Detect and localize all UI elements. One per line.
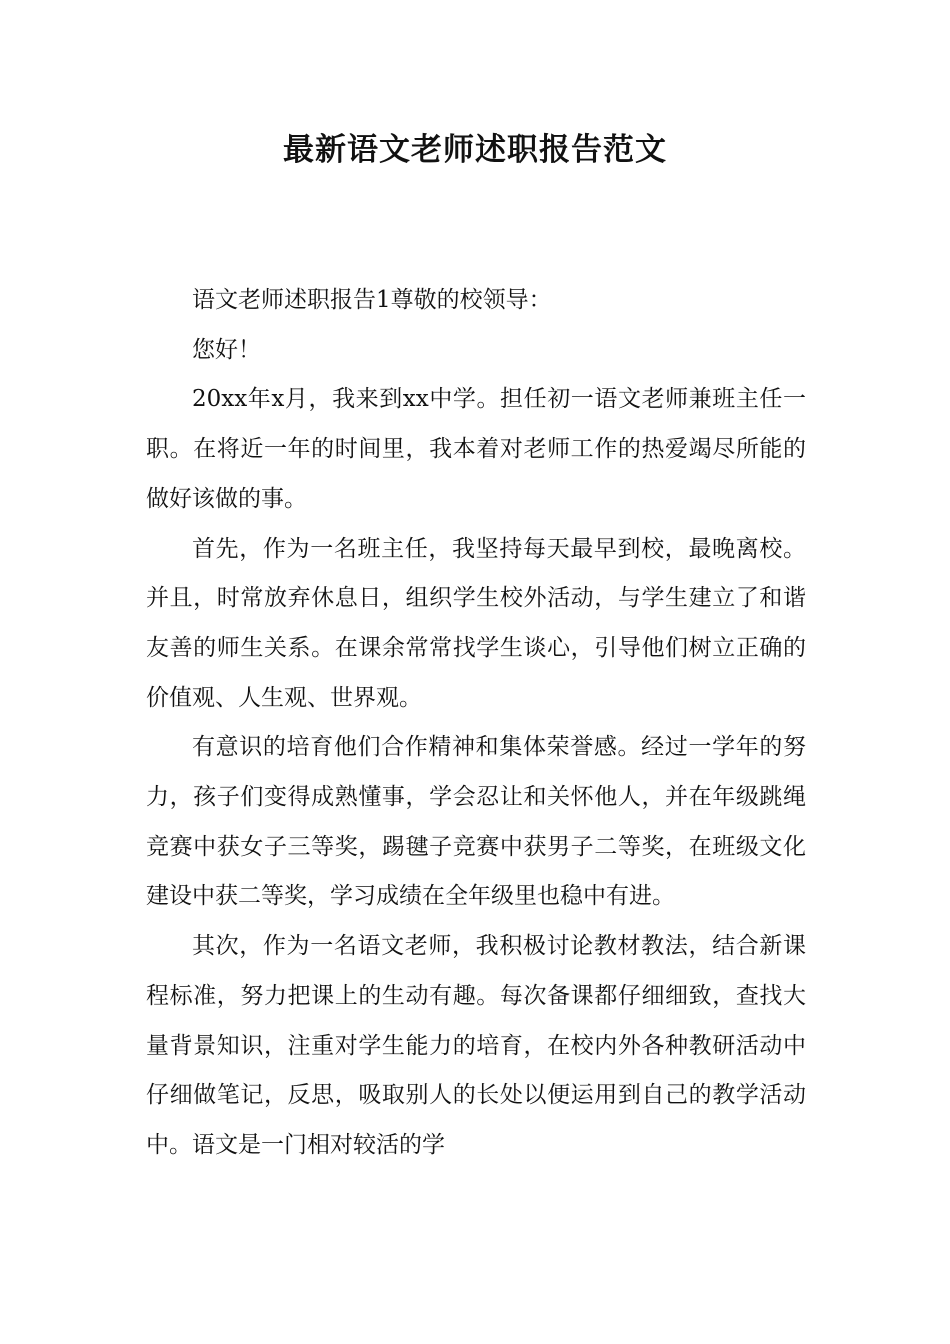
document-title: 最新语文老师述职报告范文 bbox=[283, 132, 667, 168]
paragraph-salutation: 语文老师述职报告1尊敬的校领导： bbox=[192, 287, 552, 313]
paragraph-achievements: 有意识的培育他们合作精神和集体荣誉感。经过一学年的努力，孩子们变得成熟懂事，学会忍让和关怀他人，并在年级跳绳竞赛中获女子三等奖，踢毽子竞赛中获男子二等奖，在班级文化建设中获二等奖，学习成绩在全年级里也稳中有进。 bbox=[146, 734, 806, 910]
document-body bbox=[146, 276, 806, 1171]
paragraph-greeting: 您好！ bbox=[192, 336, 261, 363]
paragraph-chinese-teacher: 其次，作为一名语文老师，我积极讨论教材教法，结合新课程标准，努力把课上的生动有趣。每次备课都仔细细致，查找大量背景知识，注重对学生能力的培育，在校内外各种教研活动中仔细做笔记，反思，吸取别人的长处以便运用到自己的教学活动中。语文是一门相对较活的学 bbox=[146, 933, 806, 1158]
paragraph-head-teacher: 首先，作为一名班主任，我坚持每天最早到校，最晚离校。并且，时常放弃休息日，组织学生校外活动，与学生建立了和谐友善的师生关系。在课余常常找学生谈心，引导他们树立正确的价值观、人生观、世界观。 bbox=[146, 535, 806, 711]
paragraph-intro: 20xx年x月，我来到xx中学。担任初一语文老师兼班主任一职。在将近一年的时间里，我本着对老师工作的热爱竭尽所能的做好该做的事。 bbox=[146, 386, 806, 512]
